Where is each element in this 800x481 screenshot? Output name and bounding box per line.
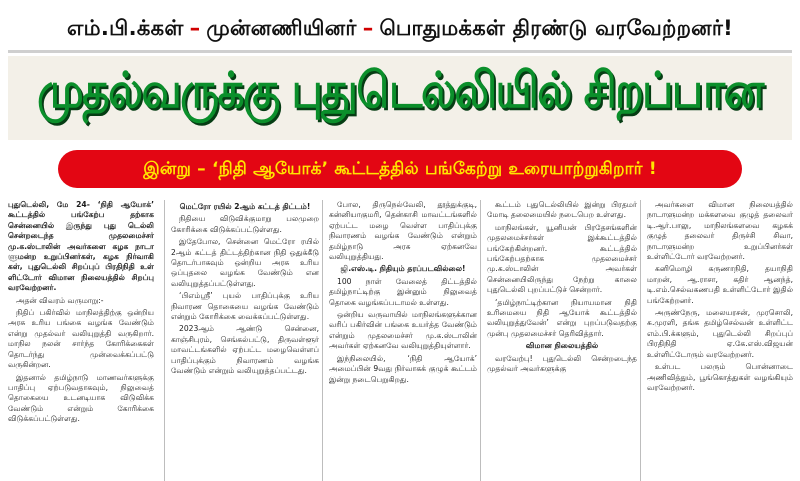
kicker-part-1: எம்.பி.க்கள் (67, 16, 184, 40)
paragraph: கனிமொழி கருணாநிதி, தயாநிதி மாறன், ஆ.ராசா, கதிர் ஆனந்த், டி.எம்.செல்வகணபதி உள்ளிட்டோர் இதில் பங்கேற்றனர். (647, 264, 793, 305)
paragraph: அதன் விவரம் வருமாறு:- (16, 295, 104, 305)
paragraph: மாநிலங்கள், யூனியன் பிரதேசங்களின் முதலமைச்சர்கள் இக்கூட்டத்தில் பங்கேற்கின்றனர். கூட்டத்தில் பங்கேற்பதற்காக முதலமைச்சர் மு.க.ஸ்டாலின் அவர்கள் சென்னையிலிருந்து நேற்று காலை புதுடெல்லி புறப்பட்டுச் சென்றார். (487, 222, 637, 295)
kicker-part-2: முன்னணியினர் (206, 16, 357, 40)
paragraph: வரவேற்பு! புதுடெல்லி சென்றடைந்த முதல்வர் அவர்களுக்கு (487, 353, 637, 374)
main-headline: முதல்வருக்கு புதுடெல்லியில் சிறப்பான (37, 60, 763, 119)
paragraph: நிதிப் பகிர்வில் மாநிலத்திற்கு ஒன்றிய அரசு உரிய பங்கை வழங்க வேண்டும் என்று முதல்வர் வலியுறுத்தி வருகிறார். மாநில நலன் சார்ந்த கோரிக்கைகள் தொடர்ந்து முன்வைக்கப்பட்டு வருகின்றன. (8, 308, 154, 370)
article-column-3 (322, 200, 481, 481)
paragraph: 2023ஆம் ஆண்டு சென்னை, காஞ்சிபுரம், செங்கல்பட்டு, திருவள்ளூர் மாவட்டங்களில் ஏற்பட்ட மழைவெள்ளப் பாதிப்புக்கும் நிவாரணம் வழங்க வேண்டும் என்றும் வலியுறுத்தப்பட்டது. (171, 324, 319, 376)
subheadline: இன்று – ‘நிதி ஆயோக்’ கூட்டத்தில் பங்கேற்று உரையாற்றுகிறார் ! (143, 159, 657, 179)
kicker-part-3: பொதுமக்கள் திரண்டு வரவேற்றனர்! (379, 16, 733, 40)
article-column-5 (640, 200, 793, 481)
section-heading: ஜி.எஸ்.டி. நிதியும் தரப்படவில்லை! (340, 264, 466, 274)
paragraph: போல, திருநெல்வேலி, தூத்துக்குடி, கன்னியாகுமரி, தென்காசி மாவட்டங்களில் ஏற்பட்ட மழை வெள்ள பாதிப்புக்கு நிவாரணம் வழங்க வேண்டும் என்றும் தமிழ்நாடு அரசு ஏற்கனவே வலியுறுத்தியது. (329, 200, 477, 262)
paragraph: கூட்டம் புதுடெல்லியில் இன்று பிரதமர் மோடி தலைமையில் நடைபெற உள்ளது. (487, 200, 637, 220)
paragraph: ஒன்றிய வருவாயில் மாநிலங்களுக்கான வரிப் பகிர்வின் பங்கை உயர்த்த வேண்டும் என்றும் முதலமைச்சர் மு.க.ஸ்டாலின் அவர்கள் ஏற்கனவே வலியுறுத்தியுள்ளார். (329, 310, 477, 351)
section-heading: விமான நிலையத்தில் (525, 341, 599, 351)
paragraph: அவர்களை விமான நிலையத்தில் நாடாளுமன்ற மக்களவை குழுத் தலைவர் டி.ஆர்.பாலு, மாநிலங்களவை கழகக் குழுத் தலைவர் திருச்சி சிவா, நாடாளுமன்ற உறுப்பினர்கள் உள்ளிட்டோர் வரவேற்றனர். (647, 200, 793, 262)
article-column-4 (480, 200, 641, 481)
article-lead: புதுடெல்லி, மே 24- ‘நிதி ஆயோக்’ கூட்டத்தில் பங்கேற்ப தற்காக சென்னையில் இருந்து புது டெல்லி சென்றடைந்த முதலமைச்சர் மு.க.ஸ்டாலின் அவர்களை கழக நாடா ளுமன்ற உறுப்பினர்கள், கழக நிர்வாகி கள், புதுடெல்லி சிறப்புப் பிரதிநிதி உள் ளிட்டோர் விமான நிலையத்தில் சிறப்பு வரவேற்றனர். (8, 200, 154, 293)
paragraph: ‘தமிழ்நாட்டிற்கான நியாயமான நிதி உரிமையை நிதி ஆயோக் கூட்டத்தில் வலியுறுத்துவேன்’ என்று புறப்படுவதற்கு முன்பு முதலமைச்சர் தெரிவித்தார். (487, 297, 637, 338)
subheadline-banner (58, 150, 742, 188)
kicker-separator-1: – (189, 16, 201, 40)
paragraph: ‘பிஎம்ஸ்ரீ’ புயல் பாதிப்புக்கு உரிய நிவாரண தொகையை வழங்க வேண்டும் என்றும் கோரிக்கை வைக்கப்பட்டுள்ளது. (171, 291, 319, 322)
paragraph: அருண்நேரு, மலையரசன், முரசொலி, சு.முரளி, தங்க தமிழ்செல்வன் உள்ளிட்ட எம்.பி.க்களும், புதுடெல்லி சிறப்புப் பிரதிநிதி ஏ.கே.எஸ்.விஜயன் உள்ளிட்டோரும் வரவேற்றனர். (647, 308, 793, 359)
main-headline-banner (8, 56, 792, 140)
kicker-headline (8, 6, 792, 53)
paragraph: 100 நாள் வேலைத் திட்டத்தில் தமிழ்நாட்டிற்கு இன்னும் நிலுவைத் தொகை வழங்கப்படாமல் உள்ளது. (329, 276, 477, 307)
section-heading: மெட்ரோ ரயில் 2ஆம் கட்டத் திட்டம்! (179, 202, 311, 211)
paragraph: நிதியை விடுவிக்குமாறு பலமுறை கோரிக்கை விடுக்கப்பட்டுள்ளது. (171, 214, 319, 234)
kicker-separator-2: – (362, 16, 374, 40)
paragraph: இதனால் தமிழ்நாடு மாணவர்களுக்கு பாதிப்பு ஏற்படுவதாகவும், நிலுவைத் தொகையை உடனடியாக விடுவிக்க வேண்டும் என்றும் கோரிக்கை விடுக்கப்பட்டுள்ளது. (8, 372, 154, 424)
article-columns (8, 200, 792, 481)
paragraph: உள்பட பலரும் பொன்னாடை அணிவித்தும், பூங்கொத்துகள் வழங்கியும் வரவேற்றனர். (647, 362, 793, 392)
paragraph: இதேபோல, சென்னை மெட்ரோ ரயில் 2ஆம் கட்டத் திட்டத்திற்கான நிதி ஒதுக்கீடு தொடர்பாகவும் ஒன்றிய அரசு உரிய ஒப்புதலை வழங்க வேண்டும் என வலியுறுத்தப்பட்டுள்ளது. (171, 237, 319, 288)
article-column-2 (164, 200, 323, 481)
paragraph: இந்நிலையில், ‘நிதி ஆயோக்’ அமைப்பின் 9வது நிர்வாகக் குழுக் கூட்டம் இன்று நடைபெறுகிறது. (329, 353, 477, 384)
article-column-1 (8, 200, 158, 481)
